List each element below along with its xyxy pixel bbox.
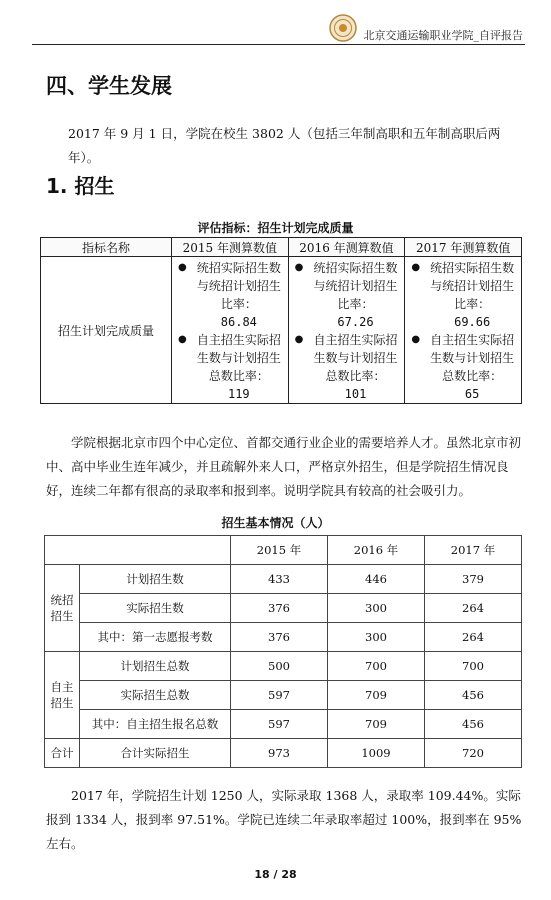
row-label: 其中：自主招生报名总数 — [80, 710, 231, 739]
table-cell: 446 — [328, 565, 425, 594]
table-cell: 376 — [231, 594, 328, 623]
row-label: 实际招生数 — [80, 594, 231, 623]
table-cell: 433 — [231, 565, 328, 594]
table1-cell-2017 — [405, 257, 522, 404]
table-cell: 264 — [425, 623, 522, 652]
table-cell: 973 — [231, 739, 328, 768]
table2-year-header: 2015 年 — [231, 536, 328, 565]
table2-corner — [45, 536, 231, 565]
table-cell: 500 — [231, 652, 328, 681]
subsection-title: 1. 招生 — [46, 174, 115, 198]
list-item — [295, 331, 401, 403]
section-title: 四、学生发展 — [46, 74, 172, 98]
evaluation-table — [40, 237, 522, 404]
ratio-value: 101 — [344, 387, 367, 401]
ratio-label: ● 统招实际招生数与统招计划招生比率： — [430, 261, 515, 311]
ratio-value: 69.66 — [454, 315, 491, 329]
ratio-value: 119 — [227, 387, 250, 401]
table-cell: 597 — [231, 681, 328, 710]
table1-cell-2015 — [172, 257, 289, 404]
table-cell: 720 — [425, 739, 522, 768]
table-cell: 1009 — [328, 739, 425, 768]
list-item — [178, 259, 284, 331]
row-label: 实际招生总数 — [80, 681, 231, 710]
table2-caption: 招生基本情况（人） — [221, 516, 330, 530]
header-school-report: 北京交通运输职业学院_自评报告 — [363, 29, 523, 42]
group-label: 统招招生 — [45, 565, 80, 652]
table2-year-header: 2016 年 — [328, 536, 425, 565]
table-cell: 456 — [425, 681, 522, 710]
table-cell: 709 — [328, 710, 425, 739]
table-cell: 376 — [231, 623, 328, 652]
ratio-label: ● 自主招生实际招生数与计划招生总数比率： — [313, 333, 398, 383]
table1-header: 2016 年测算数值 — [288, 238, 405, 257]
page-number: 18 / 28 — [254, 868, 297, 881]
ratio-label: ● 自主招生实际招生数与计划招生总数比率： — [430, 333, 515, 383]
enrollment-table — [44, 535, 522, 768]
list-item — [178, 331, 284, 403]
table-cell: 700 — [328, 652, 425, 681]
table-cell: 597 — [231, 710, 328, 739]
row-label: 合计实际招生 — [80, 739, 231, 768]
table-cell: 300 — [328, 594, 425, 623]
table1-metric: 招生计划完成质量 — [41, 257, 172, 404]
table-cell: 379 — [425, 565, 522, 594]
list-item — [295, 259, 401, 331]
ratio-label: ● 统招实际招生数与统招计划招生比率： — [196, 261, 281, 311]
table1-header: 2015 年测算数值 — [172, 238, 289, 257]
list-item — [411, 259, 517, 331]
intro-paragraph: 2017 年 9 月 1 日，学院在校生 3802 人（包括三年制高职和五年制高职后两年）。 — [68, 126, 501, 165]
table-cell: 709 — [328, 681, 425, 710]
table-cell: 300 — [328, 623, 425, 652]
table1-header: 2017 年测算数值 — [405, 238, 522, 257]
header-divider — [32, 44, 525, 45]
ratio-value: 86.84 — [220, 315, 257, 329]
table-cell: 700 — [425, 652, 522, 681]
table1-cell-2016 — [288, 257, 405, 404]
row-label: 其中：第一志愿报考数 — [80, 623, 231, 652]
row-label: 计划招生总数 — [80, 652, 231, 681]
ratio-label: ● 统招实际招生数与统招计划招生比率： — [313, 261, 398, 311]
enrollment-paragraph: 学院根据北京市四个中心定位、首都交通行业企业的需要培养人才。虽然北京市初中、高中毕业生连年减少，并且疏解外来人口，严格京外招生，但是学院招生情况良好，连续二年都有很高的录取率和报到率。说明学院具有较高的社会吸引力。 — [46, 435, 522, 498]
table2-year-header: 2017 年 — [425, 536, 522, 565]
group-label: 合计 — [45, 739, 80, 768]
summary-paragraph: 2017 年，学院招生计划 1250 人，实际录取 1368 人，录取率 109.44%。实际报到 1334 人，报到率 97.51%。学院已连续二年录取率超过 100%，报到率在 95%左右。 — [46, 788, 522, 851]
group-label: 自主招生 — [45, 652, 80, 739]
ratio-value: 65 — [464, 387, 480, 401]
table1-header: 指标名称 — [41, 238, 172, 257]
table-cell: 264 — [425, 594, 522, 623]
school-seal-icon — [329, 14, 357, 42]
ratio-value: 67.26 — [337, 315, 374, 329]
list-item — [411, 331, 517, 403]
ratio-label: ● 自主招生实际招生数与计划招生总数比率： — [196, 333, 281, 383]
table-cell: 456 — [425, 710, 522, 739]
table1-caption: 评估指标：招生计划完成质量 — [197, 221, 354, 235]
row-label: 计划招生数 — [80, 565, 231, 594]
